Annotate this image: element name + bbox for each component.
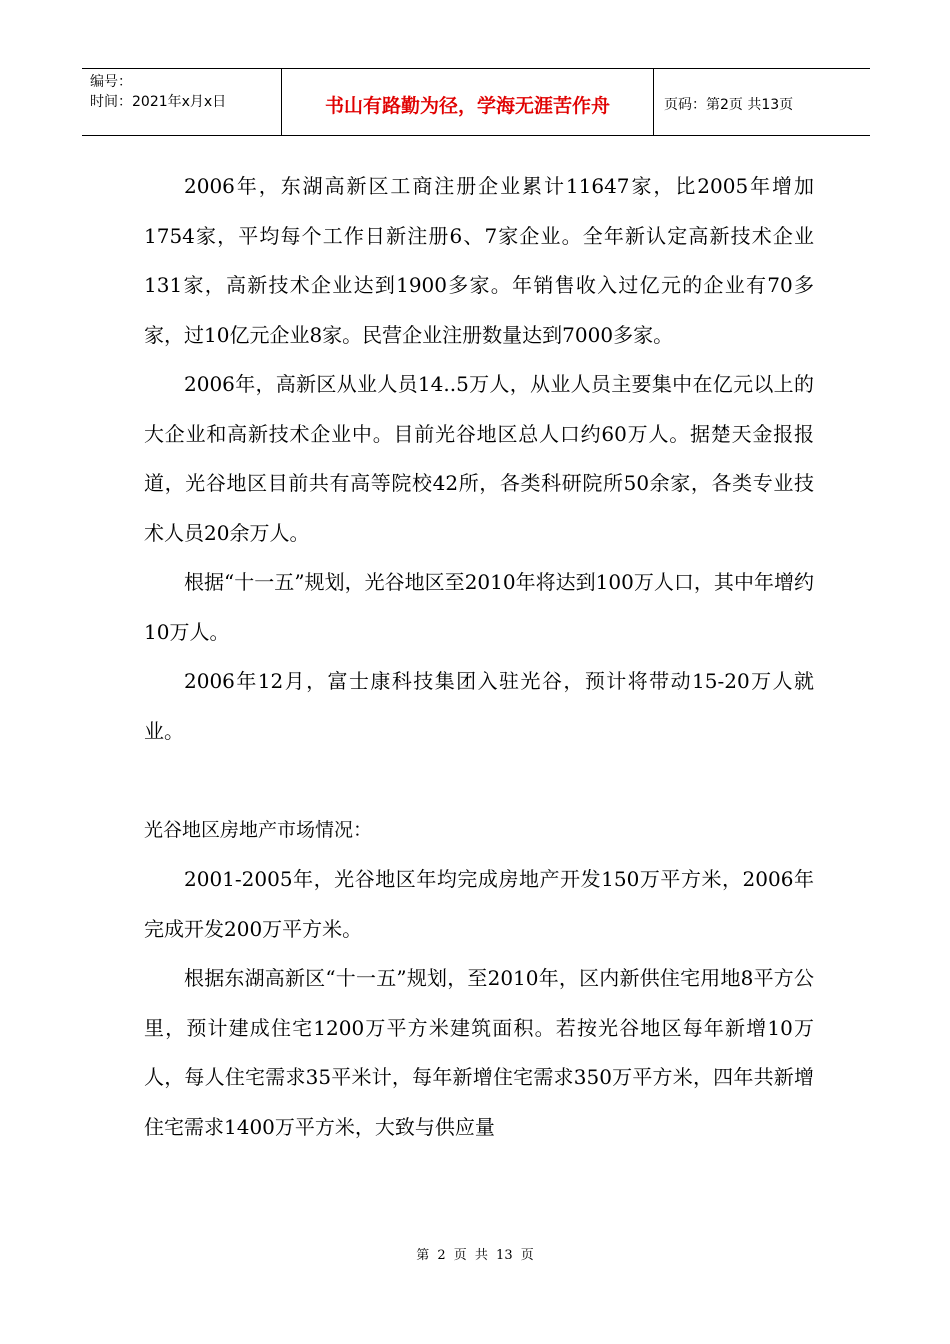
header-motto: 书山有路勤为径，学海无涯苦作舟 <box>282 69 654 135</box>
header-page-info: 页码：第2页 共13页 <box>664 97 794 113</box>
time-label: 时间：2021年x月x日 <box>90 94 227 110</box>
header-meta <box>82 69 282 135</box>
paragraph: 根据“十一五”规划，光谷地区至2010年将达到100万人口，其中年增约10万人。 <box>144 570 814 644</box>
document-body <box>144 162 814 1152</box>
paragraph: 2001-2005年，光谷地区年均完成房地产开发150万平方米，2006年完成开发200万平方米。 <box>144 867 814 941</box>
paragraph: 2006年，东湖高新区工商注册企业累计11647家，比2005年增加1754家，平均每个工作日新注册6、7家企业。全年新认定高新技术企业131家，高新技术企业达到1900多家。年销售收入过亿元的企业有70多家，过10亿元企业8家。民营企业注册数量达到7000多家。 <box>144 174 814 347</box>
paragraph: 根据东湖高新区“十一五”规划，至2010年，区内新供住宅用地8平方公里，预计建成住宅1200万平方米建筑面积。若按光谷地区每年新增10万人，每人住宅需求35平米计，每年新增住宅需求350万平方米，四年共新增住宅需求1400万平方米，大致与供应量 <box>144 966 814 1139</box>
paragraph: 2006年，高新区从业人员14..5万人，从业人员主要集中在亿元以上的大企业和高新技术企业中。目前光谷地区总人口约60万人。据楚天金报报道，光谷地区目前共有高等院校42所，各类科研院所50余家，各类专业技术人员20余万人。 <box>144 372 814 545</box>
number-label: 编号： <box>90 74 132 90</box>
paragraph: 2006年12月，富士康科技集团入驻光谷，预计将带动15-20万人就业。 <box>144 669 814 743</box>
page-header <box>82 68 870 136</box>
page-footer: 第 2 页 共 13 页 <box>416 1248 534 1263</box>
section-title: 光谷地区房地产市场情况： <box>144 818 373 841</box>
